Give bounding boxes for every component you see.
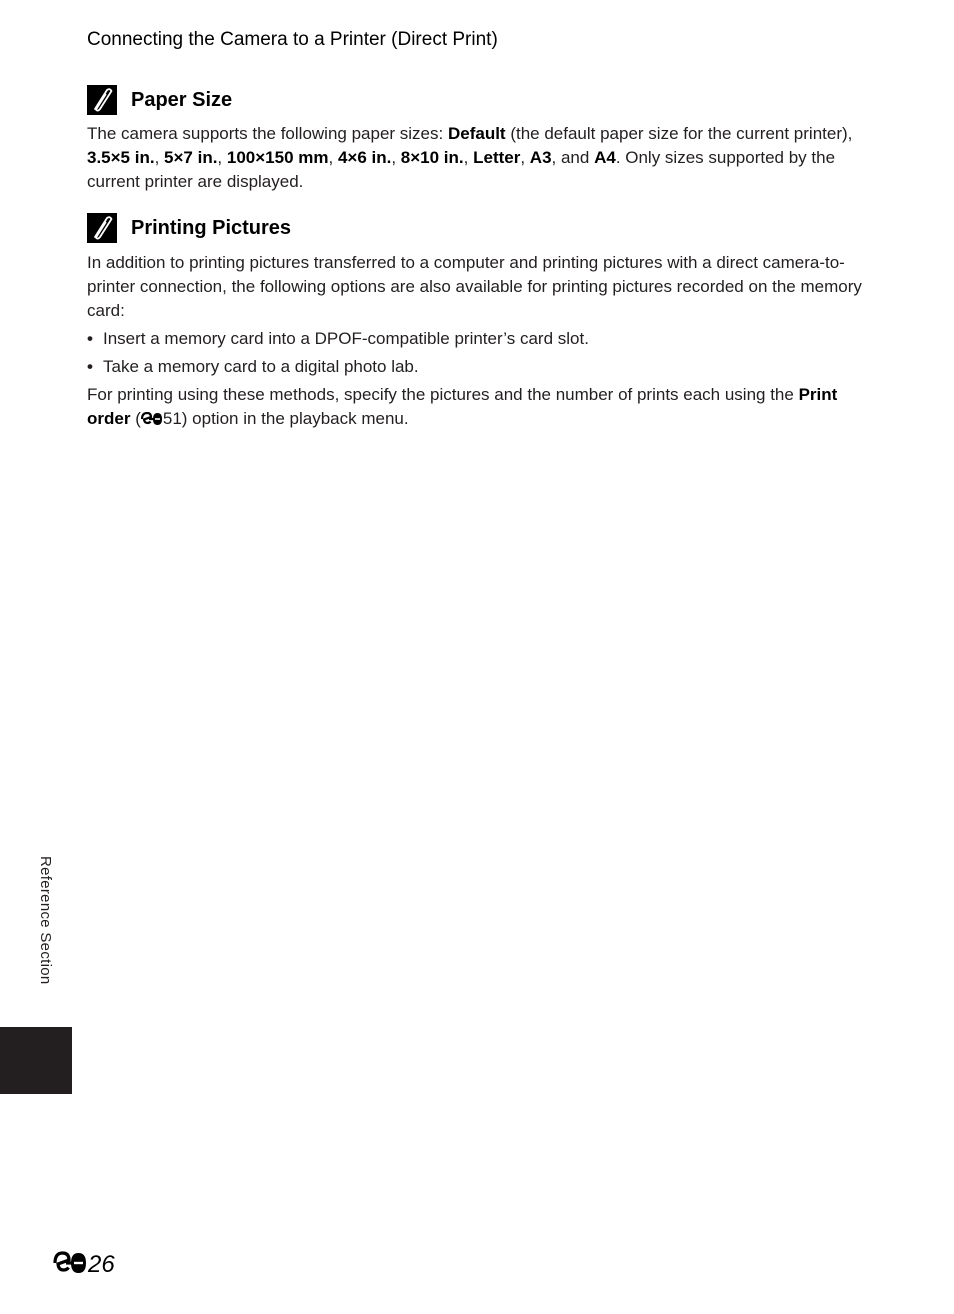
section-title: Paper Size — [131, 88, 233, 111]
section-title: Printing Pictures — [131, 216, 292, 239]
bullet-icon: • — [87, 329, 93, 348]
page-header-title: Connecting the Camera to a Printer (Direct Print) — [87, 29, 498, 50]
sidebar-section-label: Reference Section — [37, 856, 54, 985]
list-item: • Insert a memory card into a DPOF-compatible printer’s card slot. — [87, 327, 877, 351]
bullet-icon: • — [87, 357, 93, 376]
page-number — [53, 1250, 115, 1280]
section-paper-size-heading — [87, 84, 232, 116]
sidebar-section-tab — [0, 1027, 72, 1094]
reference-page-number[interactable]: 51 — [162, 409, 182, 428]
reference-section-icon — [141, 409, 163, 433]
page-number-value: 26 — [88, 1251, 115, 1278]
note-pencil-icon — [87, 85, 117, 115]
note-pencil-icon — [87, 213, 117, 243]
printing-pictures-paragraph: In addition to printing pictures transferred to a computer and printing pictures with a direct camera-to-printer connection, the following options are also available for printing pictures recorded on the memory card: — [87, 253, 862, 320]
paper-size-paragraph: The camera supports the following paper sizes: Default (the default paper size for the current printer), 3.5×5 in., 5×7 in., 100×150 mm, 4×6 in., 8×10 in., Letter, A3, and A4. Only sizes supported by the current printer are displayed. — [87, 124, 853, 191]
print-order-link[interactable]: Print order — [87, 385, 838, 428]
reference-section-icon — [53, 1251, 87, 1280]
section-printing-pictures-heading — [87, 212, 291, 244]
printing-methods-paragraph: For printing using these methods, specify the pictures and the number of prints each using the Print order ( 51) option in the playback menu. — [87, 383, 877, 433]
list-item: • Take a memory card to a digital photo lab. — [87, 355, 877, 379]
